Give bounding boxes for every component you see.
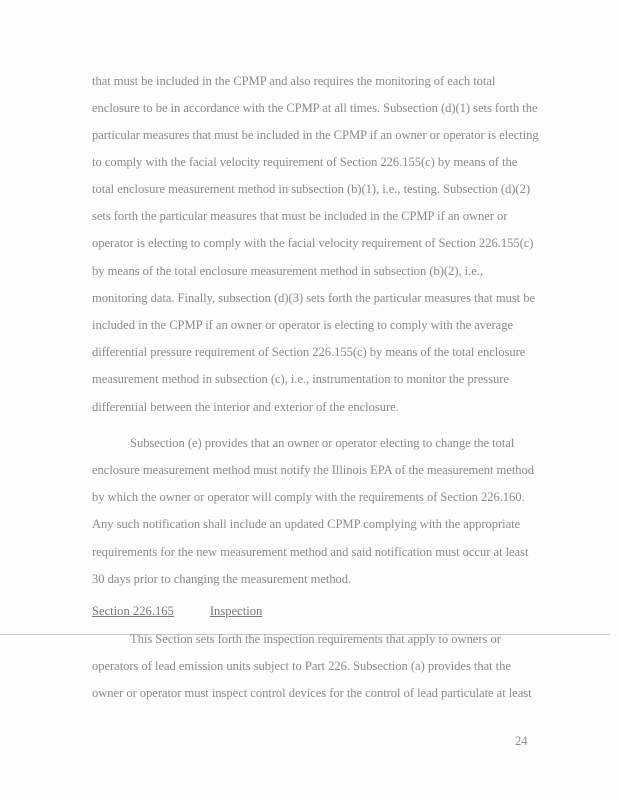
paragraph-3-line: This Section sets forth the inspection requirements that apply to owners or bbox=[130, 632, 501, 646]
paragraph-2-line: Subsection (e) provides that an owner or operator electing to change the total bbox=[130, 436, 515, 450]
paragraph-1-line: that must be included in the CPMP and also requires the monitoring of each total bbox=[92, 74, 496, 88]
page-number: 24 bbox=[515, 734, 528, 748]
paragraph-1-line: sets forth the particular measures that must be included in the CPMP if an owner or bbox=[92, 209, 508, 223]
section-number: Section 226.165 bbox=[92, 604, 174, 618]
paragraph-2-line: enclosure measurement method must notify the Illinois EPA of the measurement method bbox=[92, 463, 535, 477]
paragraph-1-line: included in the CPMP if an owner or operator is electing to comply with the average bbox=[92, 318, 514, 332]
paragraph-1-line: by means of the total enclosure measurement method in subsection (b)(2), i.e., bbox=[92, 264, 483, 278]
section-heading bbox=[92, 604, 262, 619]
paragraph-1-line: measurement method in subsection (c), i.e., instrumentation to monitor the pressure bbox=[92, 372, 509, 386]
paragraph-3-line: operators of lead emission units subject to Part 226. Subsection (a) provides that the bbox=[92, 659, 511, 673]
paragraph-1-line: operator is electing to comply with the facial velocity requirement of Section 226.155(c) bbox=[92, 236, 534, 250]
paragraph-1-line: monitoring data. Finally, subsection (d)(3) sets forth the particular measures that must be bbox=[92, 291, 536, 305]
paragraph-2-line: requirements for the new measurement method and said notification must occur at least bbox=[92, 545, 529, 559]
paragraph-1-line: differential pressure requirement of Section 226.155(c) by means of the total enclosure bbox=[92, 345, 526, 359]
paragraph-1-line: particular measures that must be included in the CPMP if an owner or operator is electing bbox=[92, 128, 539, 142]
paragraph-3-line: owner or operator must inspect control devices for the control of lead particulate at least bbox=[92, 686, 532, 700]
paragraph-2-line: by which the owner or operator will comply with the requirements of Section 226.160. bbox=[92, 490, 525, 504]
paragraph-1-line: total enclosure measurement method in subsection (b)(1), i.e., testing. Subsection (d)(2) bbox=[92, 182, 530, 196]
paragraph-2-line: Any such notification shall include an updated CPMP complying with the appropriate bbox=[92, 517, 521, 531]
paragraph-2-line: 30 days prior to changing the measurement method. bbox=[92, 572, 352, 586]
paragraph-1-line: to comply with the facial velocity requirement of Section 226.155(c) by means of the bbox=[92, 155, 518, 169]
section-title: Inspection bbox=[209, 604, 263, 618]
paragraph-1-line: differential between the interior and exterior of the enclosure. bbox=[92, 400, 399, 414]
paragraph-1-line: enclosure to be in accordance with the CPMP at all times. Subsection (d)(1) sets forth the bbox=[92, 101, 538, 115]
